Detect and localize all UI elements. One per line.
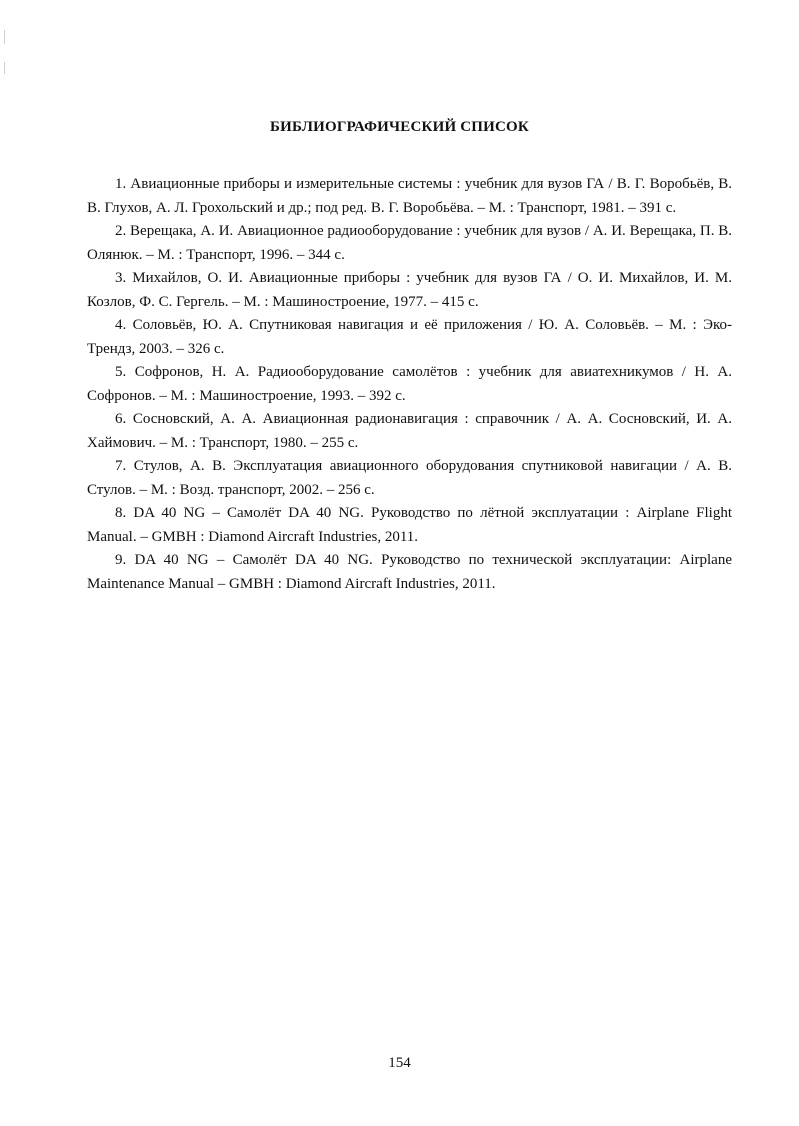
bibliography-list — [87, 173, 732, 596]
bibliography-item: 4. Соловьёв, Ю. А. Спутниковая навигация и её приложения / Ю. А. Соловьёв. – М. : Эко-Трендз, 2003. – 326 с. — [87, 317, 732, 357]
bibliography-item: 5. Софронов, Н. А. Радиооборудование самолётов : учебник для авиатехникумов / Н. А. Софронов. – М. : Машиностроение, 1993. – 392 с. — [87, 364, 732, 404]
bibliography-item: 3. Михайлов, О. И. Авиационные приборы : учебник для вузов ГА / О. И. Михайлов, И. М. Козлов, Ф. С. Гергель. – М. : Машиностроение, 1977. – 415 с. — [87, 270, 732, 310]
bibliography-item: 8. DA 40 NG – Самолёт DA 40 NG. Руководство по лётной эксплуатации : Airplane Flight Manual. – GMBH : Diamond Aircraft Industries, 2011. — [87, 505, 732, 545]
bibliography-item: 7. Стулов, А. В. Эксплуатация авиационного оборудования спутниковой навигации / А. В. Стулов. – М. : Возд. транспорт, 2002. – 256 с. — [87, 458, 732, 498]
bibliography-item: 6. Сосновский, А. А. Авиационная радионавигация : справочник / А. А. Сосновский, И. А. Хаймович. – М. : Транспорт, 1980. – 255 с. — [87, 411, 732, 451]
bibliography-item: 1. Авиационные приборы и измерительные системы : учебник для вузов ГА / В. Г. Воробьёв, В. В. Глухов, А. Л. Грохольский и др.; под ред. В. Г. Воробьёва. – М. : Транспорт, 1981. – 391 с. — [87, 176, 732, 216]
scan-edge-mark — [4, 62, 5, 74]
scan-edge-mark — [4, 30, 5, 44]
page-title: БИБЛИОГРАФИЧЕСКИЙ СПИСОК — [269, 119, 530, 135]
page-number: 154 — [388, 1055, 411, 1071]
bibliography-item: 9. DA 40 NG – Самолёт DA 40 NG. Руководство по технической эксплуатации: Airplane Maintenance Manual – GMBH : Diamond Aircraft Industries, 2011. — [87, 552, 732, 592]
bibliography-item: 2. Верещака, А. И. Авиационное радиооборудование : учебник для вузов / А. И. Верещака, П. В. Олянюк. – М. : Транспорт, 1996. – 344 с. — [87, 223, 732, 263]
